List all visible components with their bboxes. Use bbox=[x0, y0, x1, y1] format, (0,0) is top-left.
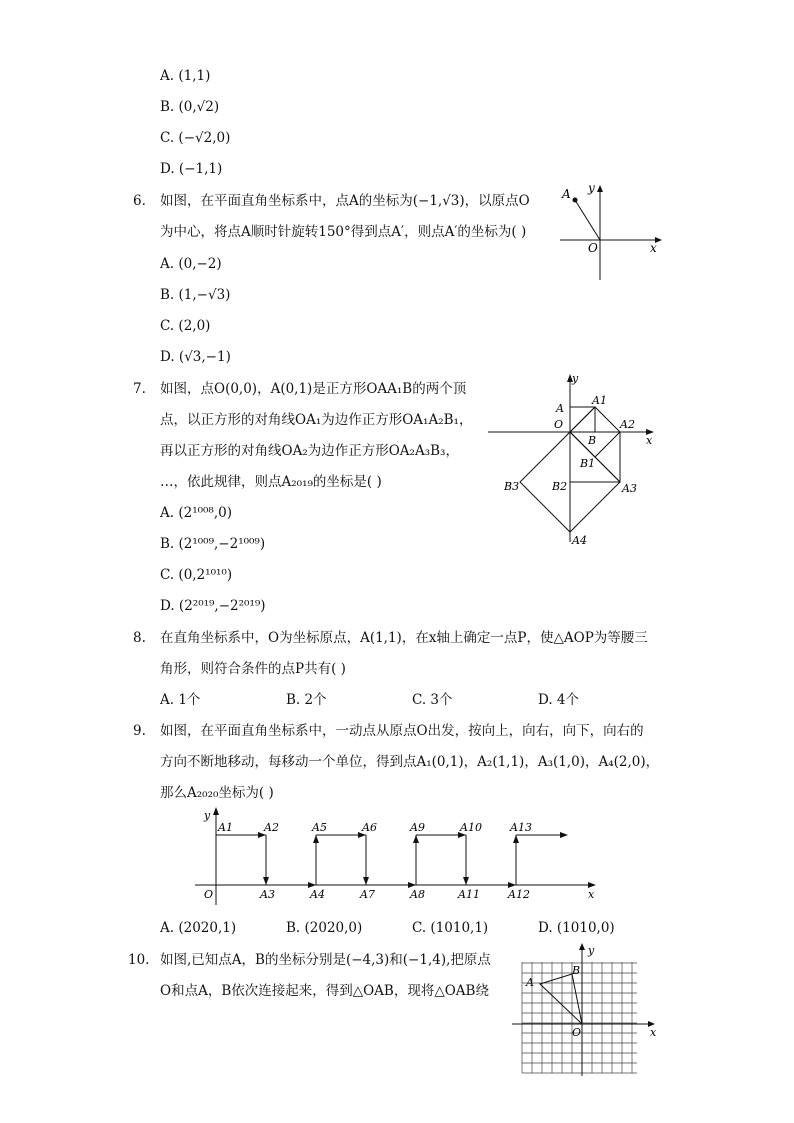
q8-option-c: C. 3个 bbox=[412, 692, 453, 708]
q6-option-d: D. (√3,−1) bbox=[160, 349, 231, 365]
label-a3: A3 bbox=[260, 888, 275, 901]
label-a3: A3 bbox=[622, 482, 637, 495]
q7-option-d: D. (2²⁰¹⁹,−2²⁰¹⁹) bbox=[160, 598, 266, 614]
q7-figure bbox=[488, 372, 663, 552]
label-a10: A10 bbox=[460, 821, 482, 834]
q8-option-b: B. 2个 bbox=[286, 692, 327, 708]
label-x: x bbox=[646, 434, 653, 447]
q7-option-c: C. (0,2¹⁰¹⁰) bbox=[160, 567, 233, 583]
label-b: B bbox=[572, 964, 581, 977]
q6-option-c: C. (2,0) bbox=[160, 318, 211, 334]
label-a6: A6 bbox=[362, 821, 377, 834]
label-b3: B3 bbox=[504, 480, 520, 493]
label-y: y bbox=[572, 372, 579, 385]
label-x: x bbox=[650, 1026, 657, 1039]
label-a8: A8 bbox=[410, 888, 425, 901]
q9-option-d: D. (1010,0) bbox=[538, 920, 615, 936]
q7-option-b: B. (2¹⁰⁰⁹,−2¹⁰⁰⁹) bbox=[160, 536, 266, 552]
label-a: A bbox=[556, 402, 564, 415]
label-o: O bbox=[554, 418, 564, 431]
q9-option-b: B. (2020,0) bbox=[286, 920, 363, 936]
label-a: A bbox=[526, 976, 534, 989]
q5-option-d: D. (−1,1) bbox=[160, 161, 223, 177]
q7-option-a: A. (2¹⁰⁰⁸,0) bbox=[160, 505, 232, 521]
q7-text-line-3: 再以正方形的对角线OA₂为边作正方形OA₂A₃B₃， bbox=[160, 443, 459, 459]
y-axis-arrow-icon bbox=[597, 185, 603, 192]
q10-number: 10. bbox=[128, 952, 150, 968]
triangle-oab bbox=[540, 974, 582, 1024]
q5-option-b: B. (0,√2) bbox=[160, 99, 220, 115]
label-x: x bbox=[588, 888, 595, 901]
label-b1: B1 bbox=[580, 457, 596, 470]
label-a1: A1 bbox=[592, 394, 607, 407]
label-a12: A12 bbox=[508, 888, 530, 901]
label-a9: A9 bbox=[410, 821, 425, 834]
q10-figure bbox=[512, 940, 662, 1078]
q10-text-line-2: O和点A，B依次连接起来，得到△OAB，现将△OAB绕 bbox=[160, 983, 489, 999]
q7-text-line-2: 点，以正方形的对角线OA₁为边作正方形OA₁A₂B₁， bbox=[160, 412, 473, 428]
q9-text-line-2: 方向不断地移动，每移动一个单位，得到点A₁(0,1)，A₂(1,1)，A₃(1,0)，A₄(2,0)， bbox=[160, 754, 660, 770]
q7-text-line-4: …，依此规律，则点A₂₀₁₉的坐标是( ) bbox=[160, 474, 382, 490]
q7-number: 7. bbox=[133, 381, 146, 397]
q9-option-a: A. (2020,1) bbox=[160, 920, 237, 936]
q8-option-d: D. 4个 bbox=[538, 692, 580, 708]
label-y: y bbox=[588, 944, 595, 957]
q8-text-line-1: 在直角坐标系中，O为坐标原点，A(1,1)，在x轴上确定一点P，使△AOP为等腰三 bbox=[160, 630, 648, 646]
q6-option-a: A. (0,−2) bbox=[160, 256, 222, 272]
segment-oa bbox=[575, 200, 600, 240]
label-y: y bbox=[204, 809, 211, 822]
label-a13: A13 bbox=[510, 821, 532, 834]
label-b: B bbox=[588, 434, 597, 447]
y-axis-arrow-icon bbox=[213, 807, 219, 815]
q9-figure bbox=[190, 805, 605, 910]
q6-number: 6. bbox=[133, 193, 146, 209]
q10-text-line-1: 如图,已知点A，B的坐标分别是(−4,3)和(−1,4),把原点 bbox=[160, 952, 491, 968]
label-a2: A2 bbox=[264, 821, 279, 834]
label-a7: A7 bbox=[360, 888, 375, 901]
q9-text-line-1: 如图，在平面直角坐标系中，一动点从原点O出发，按向上，向右，向下，向右的 bbox=[160, 723, 644, 739]
grid bbox=[522, 962, 637, 1073]
q5-option-c: C. (−√2,0) bbox=[160, 130, 231, 146]
q6-text-line-2: 为中心，将点A顺时针旋转150°得到点A′，则点A′的坐标为( ) bbox=[160, 224, 527, 240]
path-arrow-heads bbox=[258, 832, 568, 888]
label-a: A bbox=[562, 187, 571, 201]
point-a bbox=[573, 198, 578, 203]
q9-option-c: C. (1010,1) bbox=[412, 920, 489, 936]
label-a4: A4 bbox=[310, 888, 325, 901]
label-x: x bbox=[650, 241, 657, 255]
y-axis-arrow-icon bbox=[579, 943, 585, 950]
q8-number: 8. bbox=[133, 630, 146, 646]
q8-text-line-2: 角形，则符合条件的点P共有( ) bbox=[160, 661, 346, 677]
label-o: O bbox=[572, 1026, 582, 1039]
label-o: O bbox=[204, 888, 214, 901]
label-o: O bbox=[588, 241, 598, 255]
label-y: y bbox=[588, 181, 595, 195]
label-a4: A4 bbox=[572, 534, 587, 547]
q5-option-a: A. (1,1) bbox=[160, 68, 211, 84]
q6-figure bbox=[550, 180, 665, 285]
q8-option-a: A. 1个 bbox=[160, 692, 201, 708]
label-a5: A5 bbox=[312, 821, 327, 834]
q9-text-line-3: 那么A₂₀₂₀坐标为( ) bbox=[160, 785, 274, 801]
q9-number: 9. bbox=[133, 723, 146, 739]
q7-text-line-1: 如图，点O(0,0)，A(0,1)是正方形OAA₁B的两个顶 bbox=[160, 381, 467, 397]
label-a1: A1 bbox=[218, 821, 233, 834]
label-a11: A11 bbox=[458, 888, 480, 901]
label-b2: B2 bbox=[552, 480, 568, 493]
q6-text-line-1: 如图，在平面直角坐标系中，点A的坐标为(−1,√3)，以原点O bbox=[160, 193, 530, 209]
label-a2: A2 bbox=[620, 418, 635, 431]
q6-option-b: B. (1,−√3) bbox=[160, 287, 231, 303]
